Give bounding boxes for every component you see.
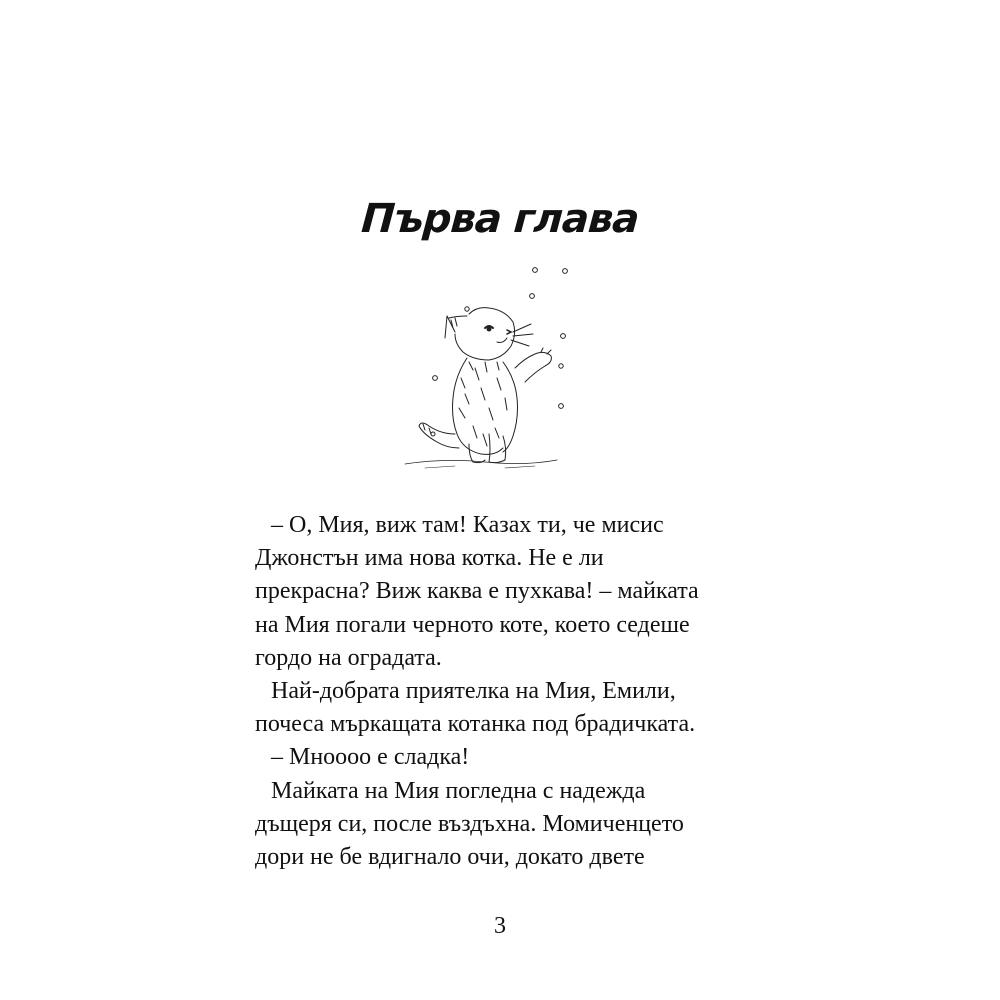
text-line: дори не бе вдигнало очи, докато двете — [255, 844, 645, 871]
text-line: прекрасна? Виж каква е пухкава! – майката — [255, 578, 699, 605]
kitten-drawing-icon — [385, 258, 585, 470]
text-line: – Мноооо е сладка! — [271, 744, 470, 771]
text-line: Майката на Мия погледна с надежда — [271, 777, 646, 804]
text-line: гордо на оградата. — [255, 644, 442, 671]
chapter-title: Първа глава — [359, 196, 641, 242]
text-line: – О, Мия, виж там! Казах ти, че мисис — [271, 512, 664, 538]
text-line: Най-добрата приятелка на Мия, Емили, — [271, 678, 676, 705]
text-line: почеса мъркащата котанка под брадичката. — [255, 711, 696, 738]
text-line: Джонстън има нова котка. Не е ли — [255, 545, 604, 572]
text-line: на Мия погали черното коте, което седеше — [255, 611, 690, 638]
page-number: 3 — [494, 913, 506, 939]
text-line: дъщеря си, после въздъхна. Момиченцето — [255, 810, 684, 837]
body-text — [255, 509, 755, 874]
